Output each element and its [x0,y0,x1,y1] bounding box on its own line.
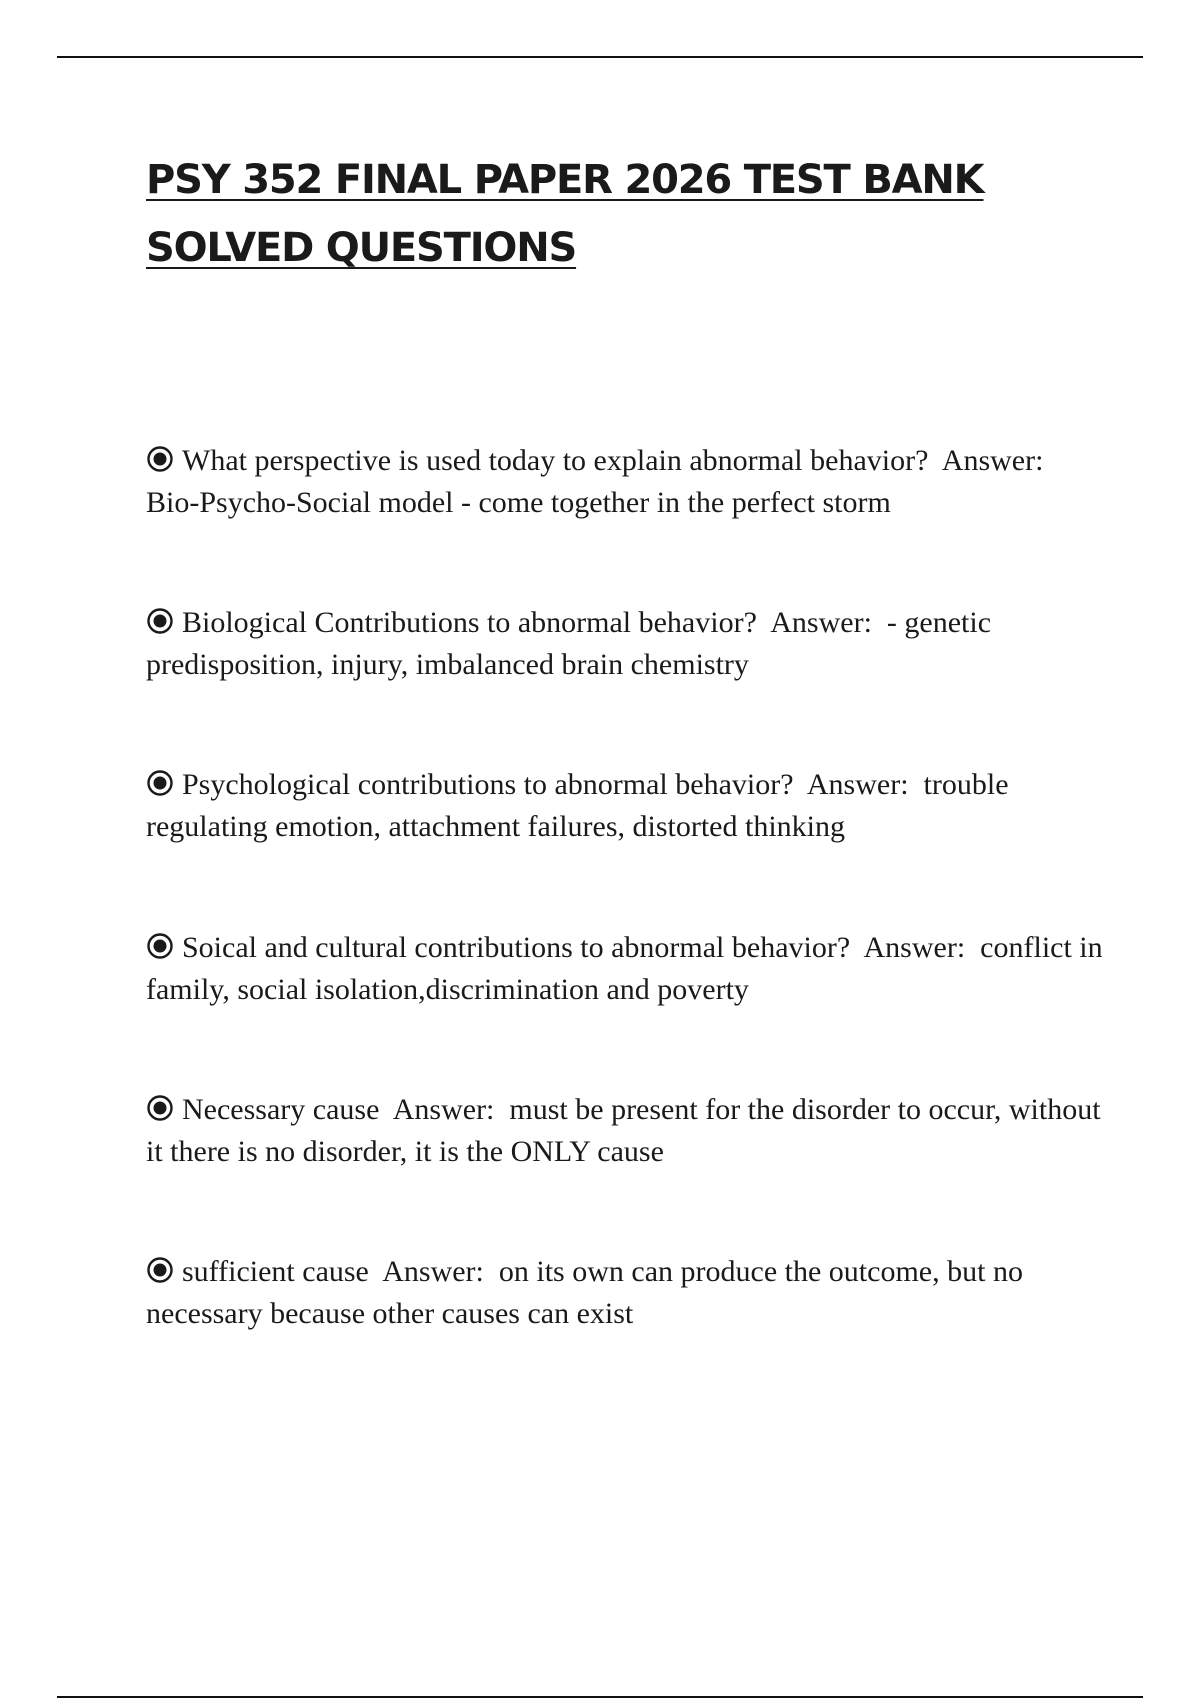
qa-answer: trouble regulating emotion, attachment failures, distorted thinking [146,768,1017,843]
qa-answer-label: Answer: [770,606,872,639]
qa-answer: on its own can produce the outcome, but no necessary because other causes can exist [146,1255,1031,1330]
radio-bullet-icon [146,932,174,960]
radio-bullet-icon [146,607,174,635]
title-line-1: PSY 352 FINAL PAPER 2026 TEST BANK [146,157,984,203]
top-divider [57,56,1143,58]
qa-item [146,1251,1106,1335]
qa-item [146,1089,1109,1173]
radio-bullet-icon [146,445,174,473]
title-line-2: SOLVED QUESTIONS [146,225,577,271]
qa-answer: Bio-Psycho-Social model - come together in the perfect storm [146,486,891,519]
qa-item [146,927,1111,1011]
qa-question: sufficient cause [182,1255,369,1288]
radio-bullet-icon [146,1256,174,1284]
qa-question: Biological Contributions to abnormal behavior? [182,606,757,639]
qa-question: Psychological contributions to abnormal behavior? [182,768,794,801]
qa-answer: - genetic predisposition, injury, imbalanced brain chemistry [146,606,999,681]
qa-answer-label: Answer: [806,768,909,801]
qa-item [146,602,1106,686]
qa-answer-label: Answer: [382,1255,484,1288]
qa-answer-label: Answer: [941,444,1044,477]
radio-bullet-icon [146,1094,174,1122]
qa-answer-label: Answer: [863,931,966,964]
page-title [146,146,1066,282]
bottom-divider [57,1696,1143,1698]
qa-question: Necessary cause [182,1093,380,1126]
qa-question: Soical and cultural contributions to abnormal behavior? [182,931,851,964]
radio-bullet-icon [146,769,174,797]
qa-answer: conflict in family, social isolation,discrimination and poverty [146,931,1111,1006]
qa-question: What perspective is used today to explain abnormal behavior? [182,444,929,477]
qa-item [146,764,1106,848]
qa-answer: must be present for the disorder to occur, without it there is no disorder, it is the ONLY cause [146,1093,1109,1168]
qa-item [146,440,1106,524]
qa-answer-label: Answer: [392,1093,495,1126]
